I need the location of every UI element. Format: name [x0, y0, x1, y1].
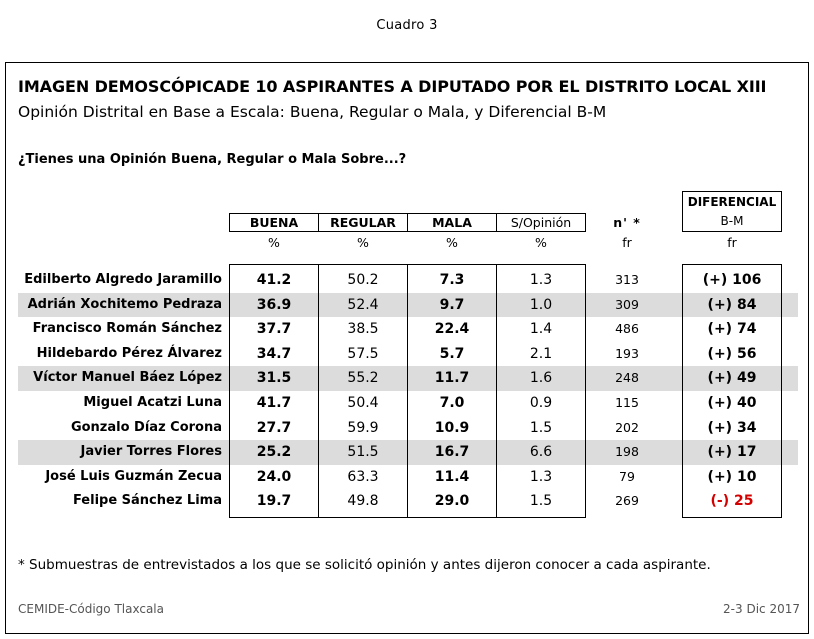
cell-diferencial: (+) 74: [707, 321, 757, 338]
table-row: [18, 342, 798, 367]
cell-sopinion: 1.6: [529, 370, 553, 387]
cell-regular: 50.2: [347, 272, 379, 288]
candidate-name: José Luis Guzmán Zecua: [45, 468, 222, 484]
cell-diferencial: (+) 34: [707, 419, 757, 436]
candidate-name: Víctor Manuel Báez López: [33, 370, 222, 386]
table-frame: [5, 62, 809, 634]
candidate-name: Felipe Sánchez Lima: [72, 493, 222, 509]
date-label: 2-3 Dic 2017: [723, 602, 800, 616]
header-sopinion: S/Opinión: [496, 213, 586, 232]
cell-n: 79: [619, 468, 635, 484]
cell-n: 269: [615, 493, 639, 509]
header-regular: REGULAR: [318, 213, 408, 232]
header-mala: MALA: [407, 213, 497, 232]
cell-buena: 25.2: [256, 444, 292, 461]
unit-diff: fr: [727, 235, 737, 250]
column-divider: [496, 264, 497, 518]
cell-mala: 16.7: [434, 444, 470, 461]
table-row: [18, 293, 798, 318]
cell-buena: 36.9: [256, 296, 292, 313]
table-row: [18, 366, 798, 391]
unit-regular: %: [357, 235, 369, 250]
cell-sopinion: 1.5: [529, 493, 553, 510]
cell-diferencial: (+) 49: [707, 370, 757, 387]
survey-question: ¿Tienes una Opinión Buena, Regular o Mala Sobre...?: [18, 152, 407, 167]
cell-diferencial: (+) 17: [707, 444, 757, 461]
cell-n: 193: [615, 345, 639, 361]
header-diferencial-sub: B-M: [720, 214, 744, 228]
table-title: IMAGEN DEMOSCÓPICADE 10 ASPIRANTES A DIPUTADO POR EL DISTRITO LOCAL XIII: [18, 77, 767, 96]
cell-regular: 57.5: [347, 345, 379, 362]
cell-mala: 9.7: [439, 296, 465, 313]
table-row: [18, 416, 798, 441]
cell-buena: 27.7: [256, 419, 292, 436]
cell-regular: 38.5: [347, 321, 379, 338]
cell-n: 486: [615, 321, 639, 337]
cell-regular: 63.3: [347, 468, 379, 485]
table-subtitle: Opinión Distrital en Base a Escala: Buena, Regular o Mala, y Diferencial B-M: [18, 103, 607, 121]
cell-buena: 19.7: [256, 493, 292, 510]
candidate-name: Francisco Román Sánchez: [32, 321, 222, 337]
table-row: [18, 268, 798, 293]
header-buena: BUENA: [229, 213, 319, 232]
header-diferencial-label: DIFERENCIAL: [687, 195, 777, 209]
candidate-name: Edilberto Algredo Jaramillo: [24, 272, 222, 287]
table-row: [18, 317, 798, 342]
footnote: * Submuestras de entrevistados a los que se solicitó opinión y antes dijeron conocer a cada aspirante.: [18, 557, 711, 573]
cell-mala: 11.7: [434, 370, 470, 387]
cell-diferencial: (+) 106: [702, 272, 762, 288]
cell-sopinion: 1.4: [529, 321, 553, 338]
table-caption: Cuadro 3: [376, 18, 438, 33]
cell-n: 202: [615, 419, 639, 435]
candidate-name: Gonzalo Díaz Corona: [70, 419, 222, 435]
cell-sopinion: 1.5: [529, 419, 553, 436]
candidate-name: Javier Torres Flores: [80, 444, 222, 460]
cell-sopinion: 0.9: [529, 395, 553, 411]
unit-buena: %: [268, 235, 280, 250]
cell-mala: 10.9: [434, 419, 470, 436]
table-row: [18, 465, 798, 490]
cell-buena: 41.7: [256, 395, 292, 411]
cell-n: 198: [615, 444, 639, 460]
cell-mala: 7.0: [439, 395, 465, 411]
header-diferencial: [682, 191, 782, 232]
cell-sopinion: 1.0: [529, 296, 553, 313]
header-n: n' *: [613, 215, 641, 230]
candidate-name: Adrián Xochitemo Pedraza: [27, 296, 222, 312]
cell-sopinion: 1.3: [529, 468, 553, 485]
cell-regular: 59.9: [347, 419, 379, 436]
cell-buena: 34.7: [256, 345, 292, 362]
table-row: [18, 489, 798, 514]
cell-buena: 31.5: [256, 370, 292, 387]
table-row: [18, 391, 798, 416]
cell-n: 309: [615, 296, 639, 312]
candidate-name: Hildebardo Pérez Álvarez: [36, 345, 222, 361]
cell-regular: 55.2: [347, 370, 379, 387]
cell-regular: 51.5: [347, 444, 379, 461]
table-row: [18, 440, 798, 465]
cell-n: 248: [615, 370, 639, 386]
source-label: CEMIDE-Código Tlaxcala: [18, 602, 164, 616]
candidate-name: Miguel Acatzi Luna: [83, 395, 222, 410]
cell-mala: 7.3: [439, 272, 465, 288]
cell-regular: 50.4: [347, 395, 379, 411]
cell-regular: 52.4: [347, 296, 379, 313]
column-divider: [407, 264, 408, 518]
cell-regular: 49.8: [347, 493, 379, 510]
cell-sopinion: 2.1: [529, 345, 553, 362]
cell-buena: 41.2: [256, 272, 292, 288]
cell-n: 313: [615, 272, 639, 287]
cell-sopinion: 1.3: [529, 272, 553, 288]
cell-diferencial: (+) 56: [707, 345, 757, 362]
cell-buena: 37.7: [256, 321, 292, 338]
cell-mala: 29.0: [434, 493, 470, 510]
unit-n: fr: [622, 235, 632, 250]
cell-buena: 24.0: [256, 468, 292, 485]
cell-mala: 22.4: [434, 321, 470, 338]
unit-mala: %: [446, 235, 458, 250]
cell-sopinion: 6.6: [529, 444, 553, 461]
cell-diferencial: (+) 40: [707, 395, 757, 411]
unit-sopinion: %: [535, 235, 547, 250]
cell-diferencial: (+) 10: [707, 468, 757, 485]
cell-diferencial: (-) 25: [710, 493, 754, 510]
cell-mala: 5.7: [439, 345, 465, 362]
cell-mala: 11.4: [434, 468, 470, 485]
cell-n: 115: [615, 395, 639, 410]
column-divider: [318, 264, 319, 518]
cell-diferencial: (+) 84: [707, 296, 757, 313]
